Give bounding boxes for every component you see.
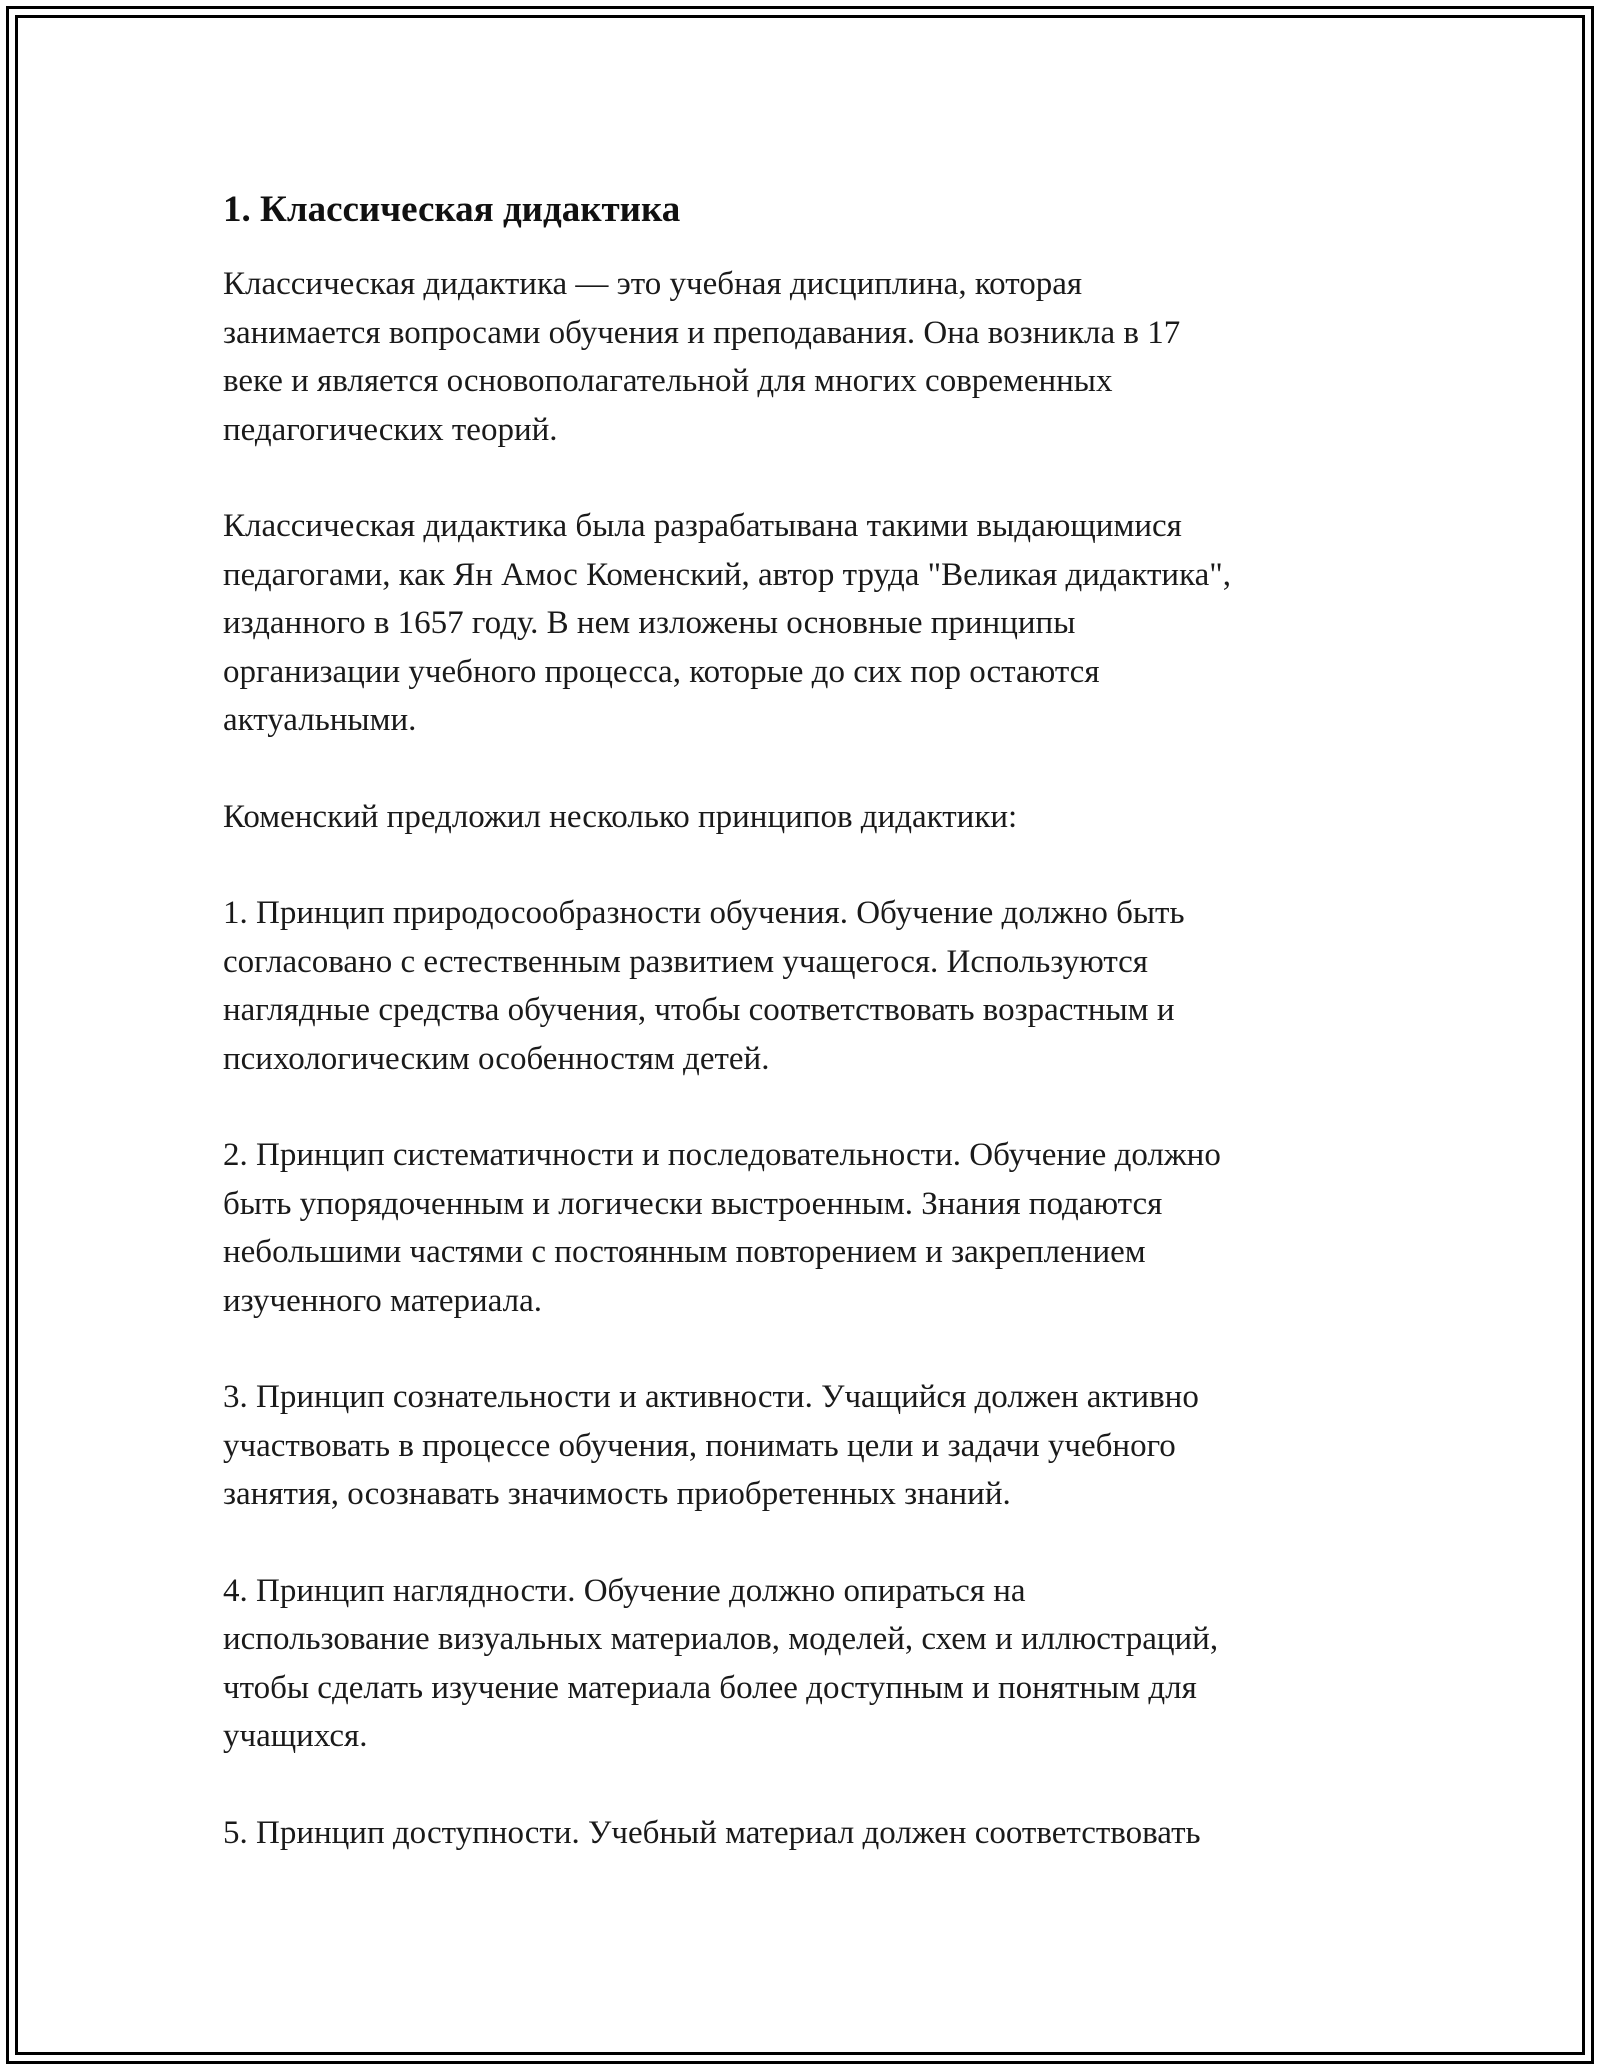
paragraph-history: Классическая дидактика была разрабатывана такими выдающимися педагогами, как Ян Амос Коменский, автор труда "Великая дидактика", изданного в 1657 году. В нем изложены основные принципы организации учебного процесса, которые до сих пор остаются актуальными. (223, 508, 1231, 738)
principle-4: 4. Принцип наглядности. Обучение должно опираться на использование визуальных материалов, моделей, схем и иллюстраций, чтобы сделать изучение материала более доступным и понятным для учащихся. (223, 1572, 1219, 1754)
document-body (223, 186, 1383, 1857)
principle-1: 1. Принцип природосообразности обучения. Обучение должно быть согласовано с естественным развитием учащегося. Используются наглядные средства обучения, чтобы соответствовать возрастным и психологическим особенностям детей. (223, 895, 1185, 1077)
principle-5: 5. Принцип доступности. Учебный материал должен соответствовать (223, 1814, 1201, 1851)
paragraph-principles-intro: Коменский предложил несколько принципов дидактики: (223, 798, 1018, 835)
principle-3: 3. Принцип сознательности и активности. Учащийся должен активно участвовать в процессе обучения, понимать цели и задачи учебного занятия, осознавать значимость приобретенных знаний. (223, 1379, 1199, 1512)
paragraph-definition: Классическая дидактика — это учебная дисциплина, которая занимается вопросами обучения и преподавания. Она возникла в 17 веке и является основополагательной для многих современных педагогических теорий. (223, 266, 1181, 448)
section-heading: 1. Классическая дидактика (223, 189, 681, 230)
principle-2: 2. Принцип систематичности и последовательности. Обучение должно быть упорядоченным и логически выстроенным. Знания подаются небольшими частями с постоянным повторением и закреплением изученного материала. (223, 1137, 1221, 1319)
